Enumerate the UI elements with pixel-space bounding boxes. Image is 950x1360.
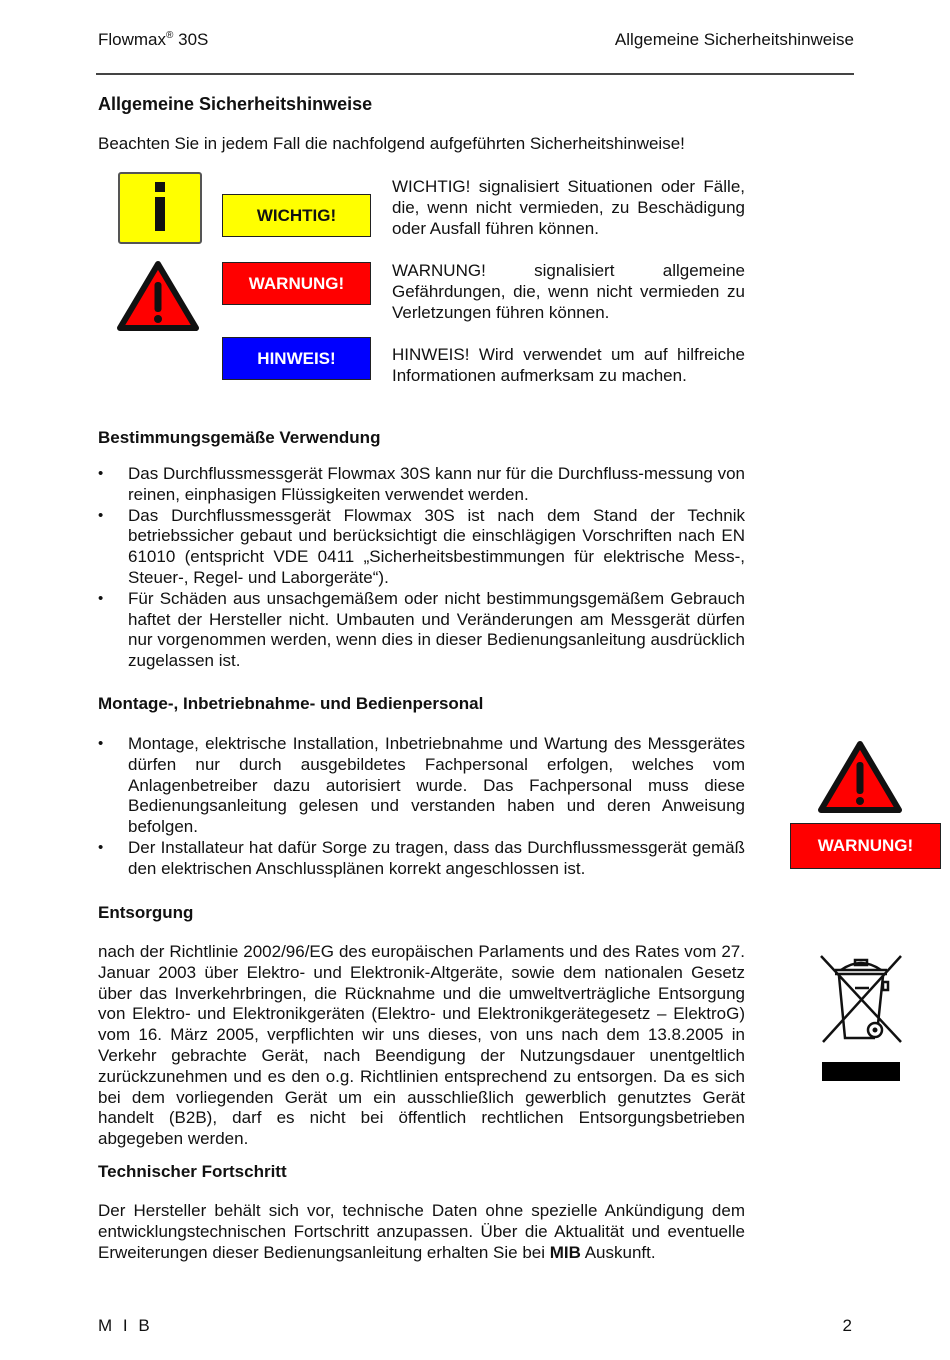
header-section-title: Allgemeine Sicherheitshinweise <box>614 30 854 49</box>
intro-text: Beachten Sie in jedem Fall die nachfolgend aufgeführten Sicherheitshinweise! <box>98 134 685 153</box>
info-icon <box>118 172 202 244</box>
heading-intended-use: Bestimmungsgemäße Verwendung <box>98 428 381 447</box>
list-item: • Der Installateur hat dafür Sorge zu tragen, dass das Durchflussmessgerät gemäß den elektrischen Anschlussplänen korrekt angeschlossen ist. <box>98 838 745 880</box>
wichtig-description: WICHTIG! signalisiert Situationen oder Fälle, die, wenn nicht vermieden, zu Beschädigung oder Ausfall führen können. <box>392 177 745 238</box>
list-item: • Das Durchflussmessgerät Flowmax 30S kann nur für die Durchfluss-messung von reinen, einphasigen Flüssigkeiten verwendet werden. <box>98 464 745 506</box>
side-warning-triangle-icon <box>817 740 903 814</box>
registered-mark: ® <box>166 30 174 41</box>
hinweis-description: HINWEIS! Wird verwendet um auf hilfreiche Informationen aufmerksam zu machen. <box>392 345 745 385</box>
company-name: MIB <box>549 1242 581 1262</box>
progress-text-start: Der Hersteller behält sich vor, technische Daten ohne spezielle Ankündigung dem entwicklungstechnischen Fortschritt anzupassen. Über die Aktualität und eventuelle Erweiterungen dieser Bedienungsanleitung erhalten Sie bei <box>98 1201 745 1262</box>
progress-text-end: Auskunft. <box>580 1242 656 1262</box>
list-item: • Montage, elektrische Installation, Inbetriebnahme und Wartung des Messgerätes dürfen nur durch ausgebildetes Fachpersonal erfolgen, welches vom Anlagenbetreiber dazu autorisiert wurde. Das Fachpersonal muss diese Bedienungsanleitung gelesen und verstanden haben und deren Anweisung befolgen. <box>98 734 745 838</box>
warning-triangle-icon <box>116 260 200 332</box>
product-model: 30S <box>178 30 209 49</box>
heading-disposal: Entsorgung <box>98 903 194 922</box>
label-warnung: WARNUNG! <box>222 262 371 305</box>
weee-crossed-bin-icon <box>815 952 907 1048</box>
heading-personnel: Montage-, Inbetriebnahme- und Bedienpersonal <box>98 694 484 713</box>
list-item: • Für Schäden aus unsachgemäßem oder nicht bestimmungsgemäßem Gebrauch haftet der Hersteller nicht. Umbauten und Veränderungen am Messgerät dürfen nur vorgenommen werden, wenn dies in dieser Bedienungsanleitung ausdrücklich zugelassen ist. <box>98 589 745 672</box>
page-title: Allgemeine Sicherheitshinweise <box>98 94 373 114</box>
footer-company: M I B <box>98 1316 153 1335</box>
intended-use-list <box>98 464 745 672</box>
label-wichtig: WICHTIG! <box>222 194 371 237</box>
technical-progress-text <box>98 1201 745 1263</box>
product-name: Flowmax <box>98 30 167 49</box>
disposal-text: nach der Richtlinie 2002/96/EG des europäischen Parlaments und des Rates vom 27. Januar 2003 über Elektro- und Elektronik-Altgeräte, sowie dem nationalen Gesetz über das Inverkehrbringen, die Rücknahme und die umweltverträgliche Entsorgung von Elektro- und Elektronikgeräten (Elektro- und Elektronikgerätegesetz – ElektroG) vom 16. März 2005, verpflichten wir uns dieses, von uns nach dem 13.8.2005 in Verkehr gebrachte Gerät, nach Beendigung der Nutzungsdauer unentgeltlich zurückzunehmen und es den o.g. Richtlinien entsprechend zu entsorgen. Da es sich bei dem vorliegenden Gerät um ein ausschließlich gewerblich genutztes Gerät handelt (B2B), darf es nicht bei öffentlich rechtlichen Entsorgungsbetrieben abgegeben werden. <box>98 942 745 1149</box>
heading-technical-progress: Technischer Fortschritt <box>98 1162 287 1181</box>
personnel-list <box>98 734 745 880</box>
header-divider <box>96 73 854 75</box>
header-product <box>98 30 208 50</box>
page-number: 2 <box>842 1316 852 1335</box>
label-hinweis: HINWEIS! <box>222 337 371 380</box>
weee-black-bar <box>822 1062 900 1081</box>
warnung-description: WARNUNG! signalisiert allgemeine Gefährdungen, die, wenn nicht vermieden zu Verletzungen führen können. <box>392 261 745 322</box>
side-warning-label: WARNUNG! <box>790 823 941 869</box>
list-item: • Das Durchflussmessgerät Flowmax 30S ist nach dem Stand der Technik betriebssicher gebaut und berücksichtigt die einschlägigen Vorschriften nach EN 61010 (entspricht VDE 0411 „Sicherheitsbestimmungen für elektrische Mess-, Steuer-, Regel- und Laborgeräte“). <box>98 506 745 589</box>
